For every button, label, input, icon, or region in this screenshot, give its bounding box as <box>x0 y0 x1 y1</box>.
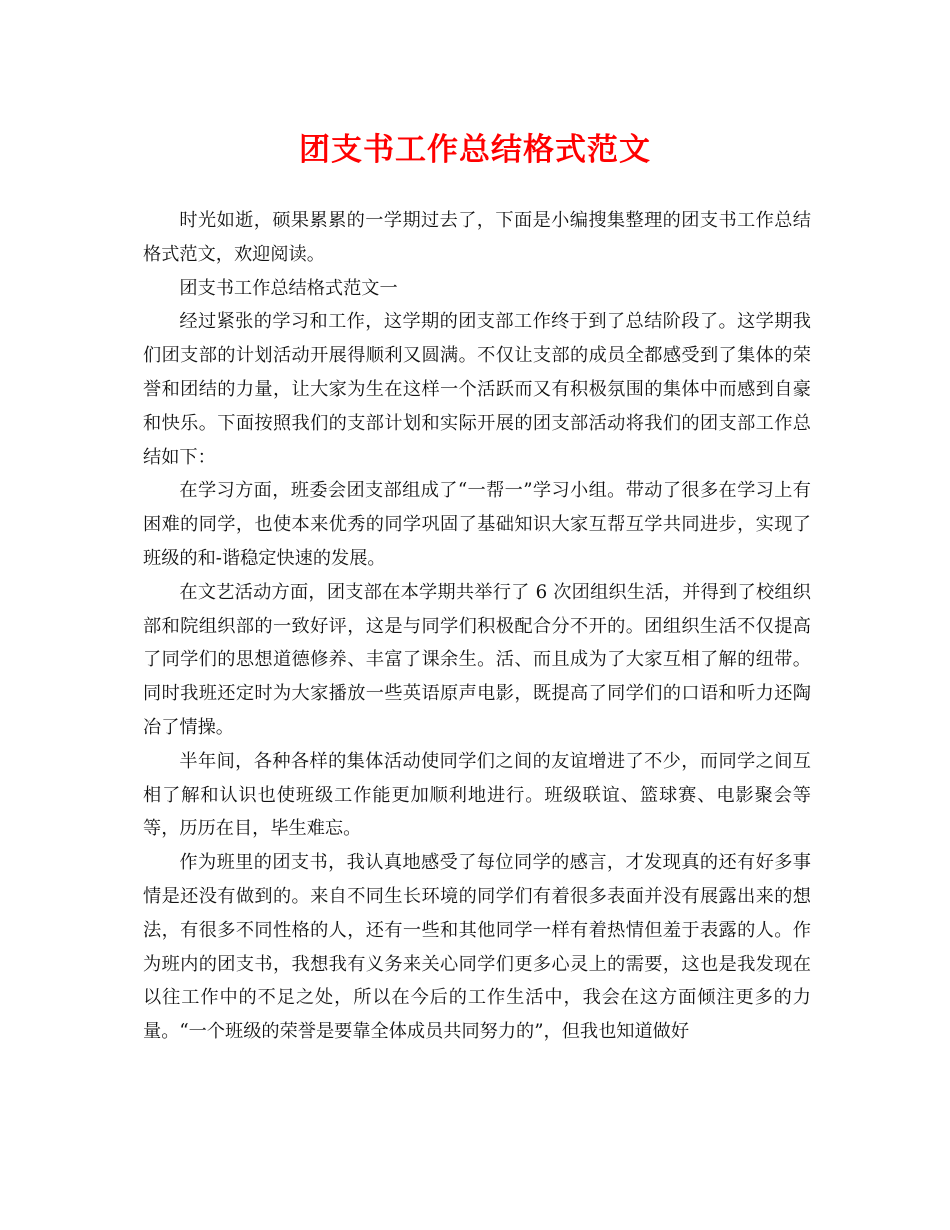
paragraph-study: 在学习方面，班委会团支部组成了“一帮一”学习小组。带动了很多在学习上有困难的同学，也使本来优秀的同学巩固了基础知识大家互帮互学共同进步，实现了班级的和-谐稳定快速的发展。 <box>143 480 811 569</box>
paragraph-overview: 经过紧张的学习和工作，这学期的团支部工作终于到了总结阶段了。这学期我们团支部的计划活动开展得顺利又圆满。不仅让支部的成员全都感受到了集体的荣誉和团结的力量，让大家为生在这样一个活跃而又有积极氛围的集体中而感到自豪和快乐。下面按照我们的支部计划和实际开展的团支部活动将我们的团支部工作总结如下： <box>143 311 811 468</box>
paragraph-intro: 时光如逝，硕果累累的一学期过去了，下面是小编搜集整理的团支书工作总结格式范文，欢迎阅读。 <box>143 210 811 265</box>
paragraph-reflection: 作为班里的团支书，我认真地感受了每位同学的感言，才发现真的还有好多事情是还没有做到的。来自不同生长环境的同学们有着很多表面并没有展露出来的想法，有很多不同性格的人，还有一些和其他同学一样有着热情但羞于表露的人。作为班内的团支书，我想我有义务来关心同学们更多心灵上的需要，这也是我发现在以往工作中的不足之处，所以在今后的工作生活中，我会在这方面倾注更多的力量。“一个班级的荣誉是要靠全体成员共同努力的”，但我也知道做好 <box>143 852 811 1043</box>
document-body <box>143 204 811 1049</box>
paragraph-friendship: 半年间，各种各样的集体活动使同学们之间的友谊增进了不少，而同学之间互相了解和认识也使班级工作能更加顺利地进行。班级联谊、篮球赛、电影聚会等等，历历在目，毕生难忘。 <box>143 750 811 840</box>
document-title: 团支书工作总结格式范文 <box>299 132 651 168</box>
paragraph-activities: 在文艺活动方面，团支部在本学期共举行了 6 次团组织生活，并得到了校组织部和院组织部的一致好评，这是与同学们积极配合分不开的。团组织生活不仅提高了同学们的思想道德修养、丰富了课余生。活、而且成为了大家互相了解的纽带。同时我班还定时为大家播放一些英语原声电影，既提高了同学们的口语和听力还陶冶了情操。 <box>143 581 811 738</box>
section-heading: 团支书工作总结格式范文一 <box>179 277 398 299</box>
